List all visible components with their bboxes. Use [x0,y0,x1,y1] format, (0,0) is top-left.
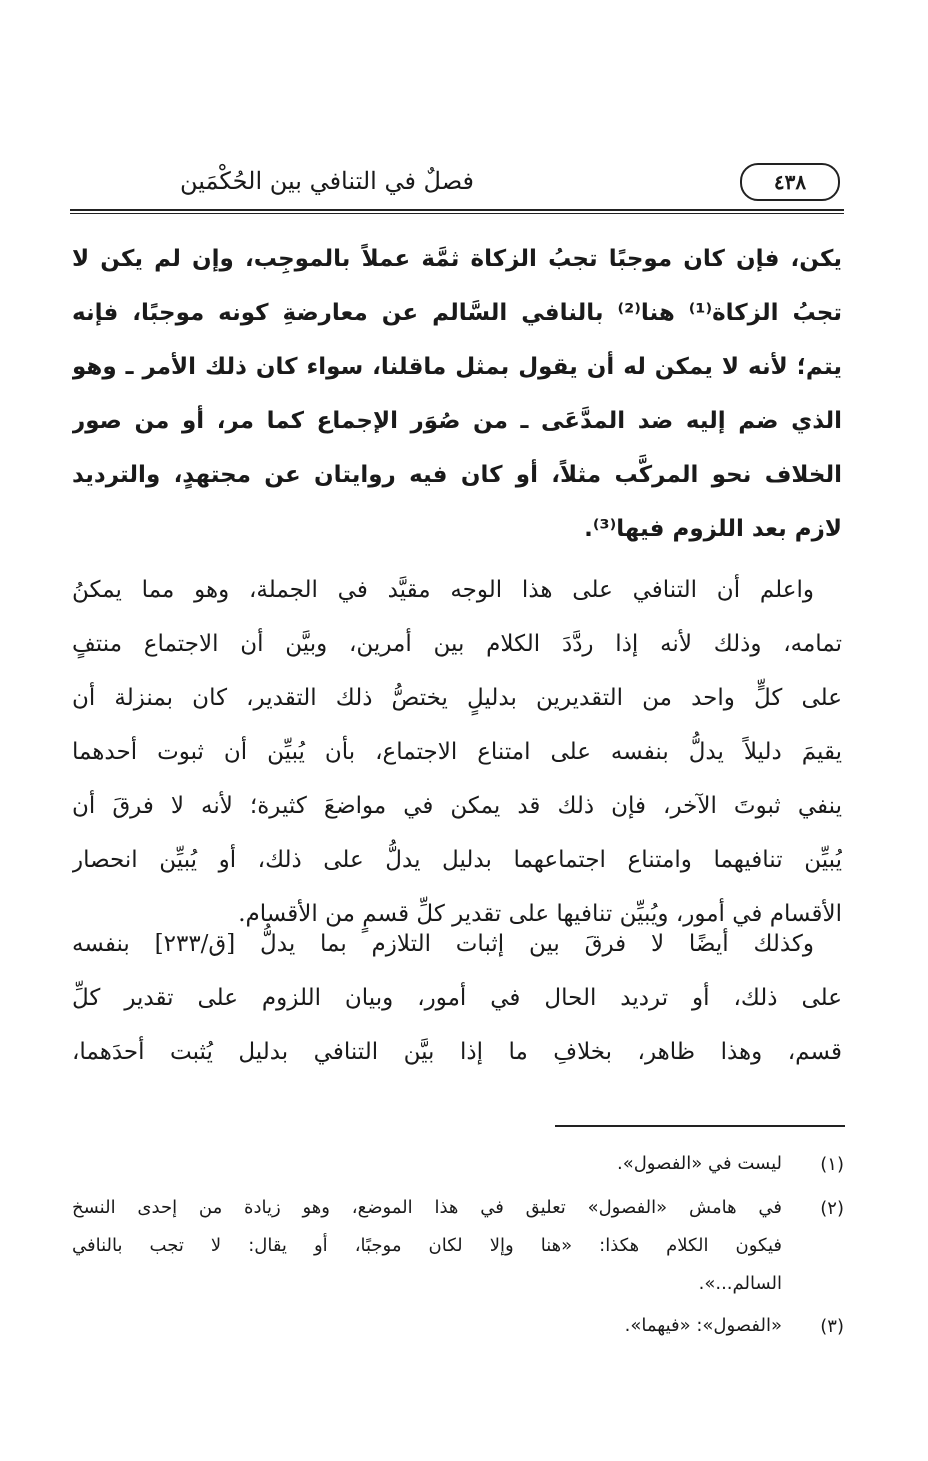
footnote-line: السالم...». [698,1273,782,1294]
paragraph-2 [72,563,842,941]
paragraph-1 [72,232,842,556]
page-header [70,163,844,207]
text-line: واعلم أن التنافي على هذا الوجه مقيَّد في الجملة، وهو مما يمكنُ [72,577,814,603]
text-line: على ذلك، أو ترديد الحال في أمور، وبيان اللزوم على تقدير كلِّ [72,985,842,1011]
footnote-line: فيكون الكلام هكذا: «هنا وإلا لكان موجبًا، أو يقال: لا تجب بالنافي [72,1235,782,1256]
text-line: لازم بعد اللزوم فيها⁽³⁾. [584,516,842,542]
text-line: تجبُ الزكاة⁽¹⁾ هنا⁽²⁾ بالنافي السَّالم عن معارضةِ كونه موجبًا، فإنه [72,300,842,326]
footnote-line: ليست في «الفصول». [616,1153,782,1174]
header-divider-thin [70,213,844,214]
footnote [72,1189,844,1303]
footnote-line: «الفصول»: «فيهما». [624,1315,782,1336]
footnote [72,1307,844,1347]
footnote-number: (٣) [820,1316,844,1337]
running-title: فصلٌ في التنافي بين الحُكْمَين [180,167,475,195]
footnote [72,1145,844,1185]
footnote-number: (٢) [820,1198,844,1219]
text-line: الذي ضم إليه ضد المدَّعَى ـ من صُوَر الإجماع كما مر، أو من صور [72,408,842,434]
footnotes [72,1145,844,1347]
text-line: على كلٍّ واحد من التقديرين بدليلٍ يختصُّ ذلك التقدير، كان بمنزلة أن [72,685,842,711]
text-line: يكن، فإن كان موجبًا تجبُ الزكاة ثمَّة عملاً بالموجِب، وإن لم يكن لا [72,246,842,272]
footnote-line: في هامش «الفصول» تعليق في هذا الموضع، وهو زيادة من إحدى النسخ [72,1197,782,1218]
page-number: ٤٣٨ [740,163,840,201]
footnote-divider [555,1125,845,1127]
paragraph-3 [72,917,842,1079]
text-line: الأقسام في أمور، ويُبيِّن تنافيها على تقدير كلِّ قسمٍ من الأقسام. [238,901,842,927]
footnote-body [72,1145,782,1185]
text-line: يُبيِّن تنافيهما وامتناع اجتماعهما بدليل يدلُّ على ذلك، أو يُبيِّن انحصار [72,847,842,873]
footnote-body [72,1307,782,1347]
footnote-body [72,1189,782,1303]
text-line: تمامه، وذلك لأنه إذا ردَّدَ الكلام بين أمرين، وبيَّن أن الاجتماع منتفٍ [72,631,842,657]
header-divider [70,209,844,211]
text-line: يقيمَ دليلاً يدلُّ بنفسه على امتناع الاجتماع، بأن يُبيِّن أن ثبوت أحدهما [72,739,842,765]
text-line: ينفي ثبوتَ الآخر، فإن ذلك قد يمكن في مواضعَ كثيرة؛ لأنه لا فرقَ أن [72,793,842,819]
text-line: يتم؛ لأنه لا يمكن له أن يقول بمثل ماقلنا، سواء كان ذلك الأمر ـ وهو [72,354,842,380]
text-line: الخلاف نحو المركَّب مثلاً، أو كان فيه روايتان عن مجتهدٍ، والترديد [72,462,842,488]
text-line: قسم، وهذا ظاهر، بخلافِ ما إذا بيَّن التنافي بدليل يُثبت أحدَهما، [72,1039,842,1065]
footnote-number: (١) [820,1154,844,1175]
text-line: وكذلك أيضًا لا فرقَ بين إثبات التلازم بما يدلُّ [ق/٢٣٣] بنفسه [72,931,814,957]
